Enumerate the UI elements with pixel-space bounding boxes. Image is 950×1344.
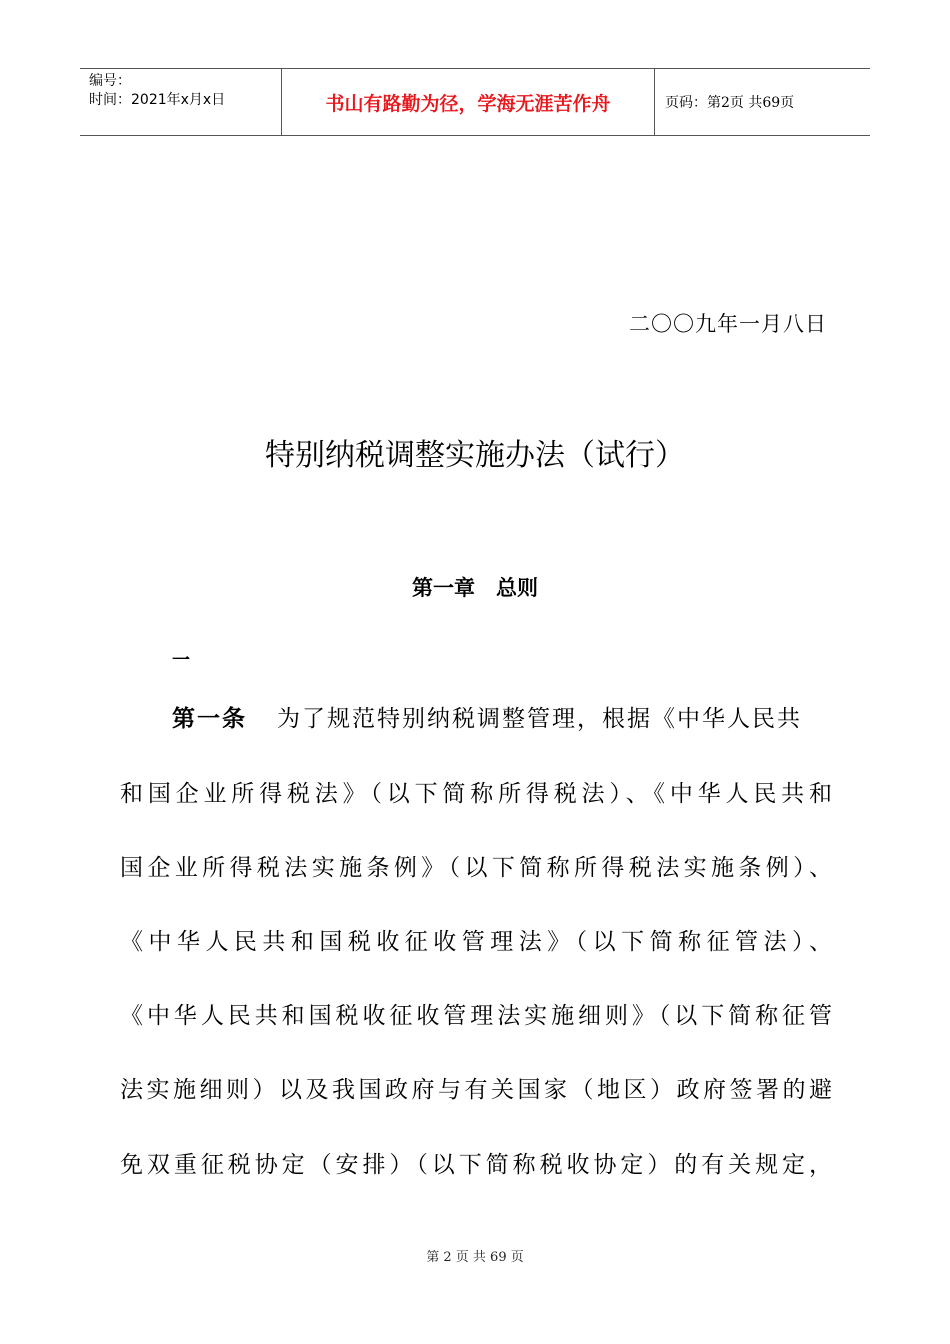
paragraph-line: 和国企业所得税法》（以下简称所得税法）、《中华人民共和	[120, 781, 832, 807]
paragraph-line: 免双重征税协定（安排）（以下简称税收协定）的有关规定，	[120, 1152, 832, 1178]
chapter-heading: 第一章 总则	[412, 575, 538, 600]
header-page-cell	[655, 69, 870, 135]
section-mark: 一	[172, 650, 190, 671]
header-motto-cell	[282, 69, 655, 135]
paragraph-line	[120, 704, 832, 734]
header-table	[80, 68, 870, 136]
page-info: 页码：第2页 共69页	[665, 95, 795, 111]
article-label: 第一条	[172, 705, 247, 732]
paragraph-line: 国企业所得税法实施条例》（以下简称所得税法实施条例）、	[120, 855, 832, 881]
document-title: 特别纳税调整实施办法（试行）	[265, 438, 685, 473]
paragraph-line: 《中华人民共和国税收征收管理法》（以下简称征管法）、	[120, 929, 832, 955]
paragraph-line: 《中华人民共和国税收征收管理法实施细则》（以下简称征管	[120, 1003, 832, 1029]
paragraph-line: 法实施细则）以及我国政府与有关国家（地区）政府签署的避	[120, 1077, 832, 1103]
page-footer: 第 2 页 共 69 页	[426, 1250, 524, 1265]
time-label: 时间：2021年x月x日	[89, 92, 226, 108]
number-label: 编号：	[89, 73, 131, 89]
document-date: 二〇〇九年一月八日	[629, 312, 827, 336]
header-meta-cell	[80, 69, 282, 135]
paragraph-line-text: 为了规范特别纳税调整管理，根据《中华人民共	[277, 706, 802, 732]
motto-text: 书山有路勤为径，学海无涯苦作舟	[325, 92, 611, 115]
